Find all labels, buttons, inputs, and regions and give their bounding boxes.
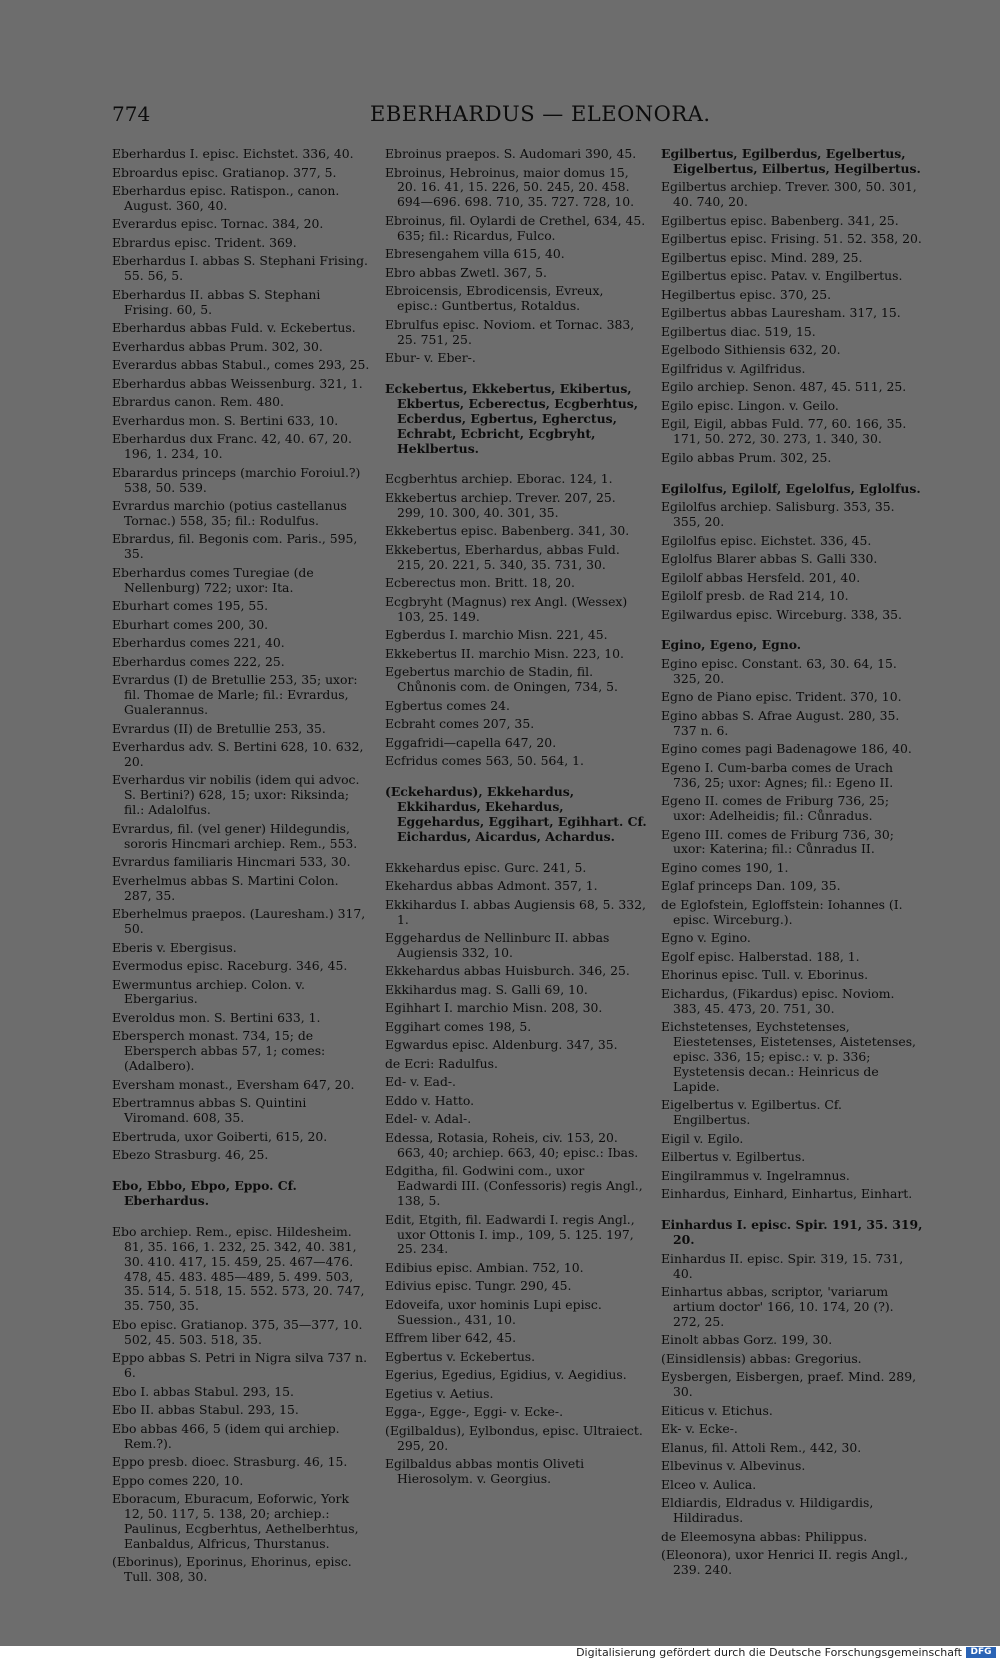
index-entry: Eppo comes 220, 10. [112,1472,244,1488]
index-entry: Ebrulfus episc. Noviom. et Tornac. 383, 25. 751, 25. [385,316,635,347]
index-entry: Ekkebertus episc. Babenberg. 341, 30. [385,523,630,539]
index-entry: (Eleonora), uxor Henrici II. regis Angl., 239. 240. [661,1547,909,1578]
index-entry: Eggafridi—capella 647, 20. [385,734,557,750]
index-entry: Ebezo Strasburg. 46, 25. [112,1147,269,1163]
index-entry: Eberhardus comes 221, 40. [112,635,285,651]
index-entry: Eigil v. Egilo. [661,1130,744,1146]
index-entry: Effrem liber 642, 45. [385,1330,517,1346]
index-entry: Everhardus vir nobilis (idem qui advoc. S. Bertini?) 628, 15; uxor: Riksinda; fil.: Adalolfus. [112,772,360,818]
index-entry: Ebertramnus abbas S. Quintini Viromand. 608, 35. [112,1095,307,1126]
index-entry: Everhardus mon. S. Bertini 633, 10. [112,412,339,428]
dfg-logo: DFG [966,1647,996,1658]
index-entry: Ekkihardus I. abbas Augiensis 68, 5. 332, 1. [385,896,646,927]
index-entry: Eberhardus episc. Ratispon., canon. August. 360, 40. [112,183,340,213]
index-entry: Egilbertus diac. 519, 15. [661,323,816,339]
index-entry: Eiticus v. Etichus. [661,1402,773,1418]
index-entry: Egberdus I. marchio Misn. 221, 45. [385,627,608,643]
index-entry: Ebroardus episc. Gratianop. 377, 5. [112,164,337,180]
index-entry: Everhelmus abbas S. Martini Colon. 287, 35. [112,872,339,903]
index-entry: Ek- v. Ecke-. [661,1421,738,1437]
index-entry: Ebrardus, fil. Begonis com. Paris., 595, 35. [112,531,358,562]
index-entry: Eburhart comes 200, 30. [112,616,269,632]
index-entry: Everoldus mon. S. Bertini 633, 1. [112,1009,321,1025]
index-entry: Evrardus, fil. (vel gener) Hildegundis, sororis Hincmari archiep. Rem., 553. [112,820,358,851]
index-entry: Eppo presb. dioec. Strasburg. 46, 15. [112,1454,348,1470]
index-entry: Ebertruda, uxor Goiberti, 615, 20. [112,1128,328,1144]
footer-bar [0,1646,1000,1660]
index-entry: Edivius episc. Tungr. 290, 45. [385,1278,572,1294]
index-entry: (Egilbaldus), Eylbondus, episc. Ultraiect. 295, 20. [385,1422,643,1453]
index-entry: Einhardus, Einhard, Einhartus, Einhart. [661,1186,913,1202]
index-entry: Edoveifa, uxor hominis Lupi episc. Suession., 431, 10. [385,1296,602,1327]
index-entry: Ebresengahem villa 615, 40. [385,246,565,262]
index-column-3 [661,147,923,1582]
index-entry: Edibius episc. Ambian. 752, 10. [385,1259,584,1275]
index-entry: Egeno II. comes de Friburg 736, 25; uxor: Adelheidis; fil.: Cůnradus. [661,793,889,824]
index-entry: Egilfridus v. Agilfridus. [661,360,806,376]
index-entry: Egeno III. comes de Friburg 736, 30; uxor: Katerina; fil.: Cůnradus II. [661,826,894,857]
index-entry: Eversham monast., Eversham 647, 20. [112,1076,355,1092]
index-entry: Everardus abbas Stabul., comes 293, 25. [112,357,370,373]
index-entry: Ebo episc. Gratianop. 375, 35—377, 10. 502, 45. 503. 518, 35. [112,1316,363,1347]
index-entry: Eingilrammus v. Ingelramnus. [661,1167,850,1183]
index-entry: Eigelbertus v. Egilbertus. Cf. Engilbertus. [661,1097,842,1128]
index-entry: Eberhardus I. episc. Eichstet. 336, 40. [112,146,354,161]
index-entry: Eberhelmus praepos. (Lauresham.) 317, 50. [112,906,366,936]
index-entry: Egolf episc. Halberstad. 188, 1. [661,948,860,964]
index-entry: Ed- v. Ead-. [385,1074,456,1090]
index-entry: Eberhardus II. abbas S. Stephani Frising. 60, 5. [112,286,321,317]
index-entry: Everardus episc. Tornac. 384, 20. [112,216,324,232]
index-entry: Egil, Eigil, abbas Fuld. 77, 60. 166, 35. 171, 50. 272, 30. 273, 1. 340, 30. [661,416,907,447]
index-entry: Egilo abbas Prum. 302, 25. [661,449,832,465]
index-entry: Eppo abbas S. Petri in Nigra silva 737 n. 6. [112,1350,368,1381]
index-entry: Ekkebertus archiep. Trever. 207, 25. 299, 10. 300, 40. 301, 35. [385,489,616,520]
index-entry: Eberhardus abbas Fuld. v. Eckebertus. [112,320,356,336]
index-entry: Egilbertus abbas Lauresham. 317, 15. [661,305,901,321]
index-entry: Egno de Piano episc. Trident. 370, 10. [661,689,902,705]
index-entry: Egilbertus episc. Babenberg. 341, 25. [661,212,899,228]
index-entry: Egilbertus episc. Frising. 51. 52. 358, 20. [661,231,922,247]
index-entry: Ebo, Ebbo, Ebpo, Eppo. Cf. Eberhardus. [112,1178,297,1208]
index-entry: Ebroinus, fil. Oylardi de Crethel, 634, 45. 635; fil.: Ricardus, Fulco. [385,212,646,243]
index-entry: Egwardus episc. Aldenburg. 347, 35. [385,1037,618,1053]
index-entry: Ecgberhtus archiep. Eborac. 124, 1. [385,471,613,487]
funding-notice: Digitalisierung gefördert durch die Deutsche Forschungsgemeinschaft [576,1646,962,1659]
index-entry: Eboracum, Eburacum, Eoforwic, York 12, 50. 117, 5. 138, 20; archiep.: Paulinus, Ecgberhtus, Aethelberhtus, Eanbaldus, Alfricus, Thurstanus. [112,1491,359,1551]
index-entry: Edessa, Rotasia, Roheis, civ. 153, 20. 663, 40; archiep. 663, 40; episc.: Ibas. [385,1129,639,1160]
index-entry: Eberhardus I. abbas S. Stephani Frising. 55. 56, 5. [112,253,368,284]
index-entry: Ebrardus episc. Trident. 369. [112,234,297,250]
index-entry: Ehorinus episc. Tull. v. Eborinus. [661,967,869,983]
index-entry: Elceo v. Aulica. [661,1476,757,1492]
index-entry: Eberhardus comes Turegiae (de Nellenburg) 722; uxor: Ita. [112,564,314,595]
index-entry: Einolt abbas Gorz. 199, 30. [661,1332,833,1348]
index-entry: Eglolfus Blarer abbas S. Galli 330. [661,551,878,567]
index-entry: Egbertus comes 24. [385,697,510,713]
index-entry: Egeno I. Cum-barba comes de Urach 736, 25; uxor: Agnes; fil.: Egeno II. [661,759,894,790]
index-entry: Evrardus (II) de Bretullie 253, 35. [112,720,326,736]
index-entry: Eglaf princeps Dan. 109, 35. [661,878,841,894]
index-entry: Einhartus abbas, scriptor, 'variarum artium doctor' 166, 10. 174, 20 (?). 272, 25. [661,1284,894,1329]
index-entry: Eggehardus de Nellinburc II. abbas Augiensis 332, 10. [385,930,610,960]
index-entry: Ekkebertus, Eberhardus, abbas Fuld. 215, 20. 221, 5. 340, 35. 731, 30. [385,541,620,572]
index-entry: Egino episc. Constant. 63, 30. 64, 15. 325, 20. [661,655,897,686]
index-entry: Ebersperch monast. 734, 15; de Ebersperch abbas 57, 1; comes: (Adalbero). [112,1028,326,1074]
index-entry: Ebroicensis, Ebrodicensis, Evreux, episc.: Guntbertus, Rotaldus. [385,283,604,314]
index-entry: Egilolf presb. de Rad 214, 10. [661,588,849,604]
index-entry: Egihhart I. marchio Misn. 208, 30. [385,1000,603,1016]
index-entry: Egilolf abbas Hersfeld. 201, 40. [661,569,861,585]
index-entry: Eberhardus comes 222, 25. [112,653,285,669]
index-entry: Ebrardus canon. Rem. 480. [112,394,284,410]
index-entry: Ebroinus, Hebroinus, maior domus 15, 20. 16. 41, 15. 226, 50. 245, 20. 458. 694—696. 698. 710, 35. 727. 728, 10. [385,164,635,210]
index-entry: (Einsidlensis) abbas: Gregorius. [661,1350,862,1366]
index-entry: Einhardus II. episc. Spir. 319, 15. 731, 40. [661,1250,904,1281]
index-entry: Ebo II. abbas Stabul. 293, 15. [112,1402,299,1418]
index-entry: Ebo abbas 466, 5 (idem qui archiep. Rem.?). [112,1420,340,1451]
index-entry: Evermodus episc. Raceburg. 346, 45. [112,958,348,973]
page-header [112,102,894,134]
index-entry: Eichstetenses, Eychstetenses, Eiestetenses, Eistetenses, Aistetenses, episc. 336, 15; episc.: v. p. 336; Eystetensis decan.: Heinricus de Lapide. [661,1019,916,1094]
index-entry: Edit, Etgith, fil. Eadwardi I. regis Angl., uxor Ottonis I. imp., 109, 5. 125. 197, 25. 234. [385,1211,635,1257]
index-entry: Hegilbertus episc. 370, 25. [661,286,832,302]
index-entry: de Eleemosyna abbas: Philippus. [661,1528,868,1544]
index-entry: Eysbergen, Eisbergen, praef. Mind. 289, 30. [661,1369,917,1400]
index-entry: Egilo episc. Lingon. v. Geilo. [661,397,839,413]
index-entry: Eddo v. Hatto. [385,1092,475,1108]
index-entry: Eberhardus abbas Weissenburg. 321, 1. [112,375,363,391]
index-entry: Egilolfus, Egilolf, Egelolfus, Eglolfus. [661,480,921,496]
index-entry: Ekkebertus II. marchio Misn. 223, 10. [385,645,624,661]
index-entry: Egilbertus episc. Patav. v. Engilbertus. [661,268,903,284]
index-entry: Egilbaldus abbas montis Oliveti Hierosolym. v. Georgius. [385,1456,585,1487]
index-entry: Egilbertus archiep. Trever. 300, 50. 301, 40. 740, 20. [661,179,917,210]
index-entry: Ewermuntus archiep. Colon. v. Ebergarius. [112,976,305,1007]
index-entry: Everhardus abbas Prum. 302, 30. [112,338,323,354]
index-entry: Edel- v. Adal-. [385,1111,472,1127]
index-entry: Egino, Egeno, Egno. [661,637,802,653]
index-entry: Ecfridus comes 563, 50. 564, 1. [385,753,584,769]
index-entry: Ebroinus praepos. S. Audomari 390, 45. [385,146,637,161]
index-entry: Egino abbas S. Afrae August. 280, 35. 737 n. 6. [661,707,900,738]
index-entry: Egilbertus episc. Mind. 289, 25. [661,249,863,265]
index-entry: (Eborinus), Eporinus, Ehorinus, episc. Tull. 308, 30. [112,1554,352,1585]
index-entry: Eggihart comes 198, 5. [385,1018,532,1034]
index-entry: Egga-, Egge-, Eggi- v. Ecke-. [385,1404,564,1420]
index-entry: Egilbertus, Egilberdus, Egelbertus, Eigelbertus, Eilbertus, Hegilbertus. [661,146,921,176]
index-entry: Ekkehardus abbas Huisburch. 346, 25. [385,963,630,979]
index-entry: Einhardus I. episc. Spir. 191, 35. 319, 20. [661,1217,923,1248]
index-entry: Evrardus marchio (potius castellanus Tornac.) 558, 35; fil.: Rodulfus. [112,498,347,528]
index-entry: Egilo archiep. Senon. 487, 45. 511, 25. [661,379,907,395]
index-entry: de Eglofstein, Egloffstein: Iohannes (I. episc. Wirceburg.). [661,896,903,927]
index-entry: Eilbertus v. Egilbertus. [661,1149,806,1165]
index-entry: Egno v. Egino. [661,930,751,946]
index-entry: Ebro abbas Zwetl. 367, 5. [385,264,547,280]
index-entry: Egebertus marchio de Stadin, fil. Chůnonis com. de Oningen, 734, 5. [385,664,618,695]
index-entry: Ekehardus abbas Admont. 357, 1. [385,878,598,894]
index-entry: Edgitha, fil. Godwini com., uxor Eadwardi III. (Confessoris) regis Angl., 138, 5. [385,1163,643,1209]
index-entry: Egerius, Egedius, Egidius, v. Aegidius. [385,1367,627,1383]
index-entry: Ebur- v. Eber-. [385,350,476,366]
index-entry: Egilolfus archiep. Salisburg. 353, 35. 355, 20. [661,499,895,530]
index-entry: Egbertus v. Eckebertus. [385,1348,536,1364]
index-column-2 [385,147,647,1491]
index-entry: Elanus, fil. Attoli Rem., 442, 30. [661,1439,862,1455]
index-entry: Eckebertus, Ekkebertus, Ekibertus, Ekbertus, Ecberectus, Ecgberhtus, Ecberdus, Egbertus, Egherctus, Echrabt, Ecbricht, Ecgbryht, Heklbertus. [385,380,639,456]
index-entry: Egilwardus episc. Wirceburg. 338, 35. [661,606,902,622]
index-entry: Eichardus, (Fikardus) episc. Noviom. 383, 45. 473, 20. 751, 30. [661,985,895,1016]
index-entry: Eburhart comes 195, 55. [112,598,269,614]
index-entry: Ebo archiep. Rem., episc. Hildesheim. 81, 35. 166, 1. 232, 25. 342, 40. 381, 30. 410. 417, 15. 459, 25. 467—476. 478, 45. 483. 485—489, 5. 499. 503, 35. 514, 5. 518, 15. 552. 573, 20. 747, 35. 750, 35. [112,1223,365,1314]
index-entry: Egelbodo Sithiensis 632, 20. [661,342,841,358]
index-entry: Eberis v. Ebergisus. [112,939,237,955]
index-entry: Ekkehardus episc. Gurc. 241, 5. [385,859,587,875]
index-entry: Ebo I. abbas Stabul. 293, 15. [112,1383,294,1399]
index-entry: (Eckehardus), Ekkehardus, Ekkihardus, Ekehardus, Eggehardus, Eggihart, Egihhart. Cf. Eichardus, Aicardus, Achardus. [385,784,647,844]
index-entry: Elbevinus v. Albevinus. [661,1458,806,1474]
index-entry: Egino comes 190, 1. [661,859,789,875]
index-entry: Ecberectus mon. Britt. 18, 20. [385,575,575,591]
running-title: EBERHARDUS — ELEONORA. [370,102,711,126]
index-entry: Egino comes pagi Badenagowe 186, 40. [661,741,912,757]
index-entry: Everhardus adv. S. Bertini 628, 10. 632, 20. [112,739,364,769]
index-entry: Ecgbryht (Magnus) rex Angl. (Wessex) 103, 25. 149. [385,593,628,624]
index-entry: Evrardus familiaris Hincmari 533, 30. [112,854,351,870]
index-entry: Eldiardis, Eldradus v. Hildigardis, Hildiradus. [661,1495,874,1526]
index-entry: Eberhardus dux Franc. 42, 40. 67, 20. 196, 1. 234, 10. [112,431,352,462]
index-entry: Egilolfus episc. Eichstet. 336, 45. [661,532,872,548]
index-entry: Ekkihardus mag. S. Galli 69, 10. [385,981,588,997]
page-number: 774 [112,102,151,126]
index-entry: Ecbraht comes 207, 35. [385,716,535,732]
index-entry: Ebarardus princeps (marchio Foroiul.?) 538, 50. 539. [112,464,361,495]
index-entry: de Ecri: Radulfus. [385,1055,498,1071]
index-entry: Egetius v. Aetius. [385,1385,494,1401]
index-entry: Evrardus (I) de Bretullie 253, 35; uxor: fil. Thomae de Marle; fil.: Evrardus, Gualerannus. [112,672,358,718]
index-column-1 [112,147,370,1589]
